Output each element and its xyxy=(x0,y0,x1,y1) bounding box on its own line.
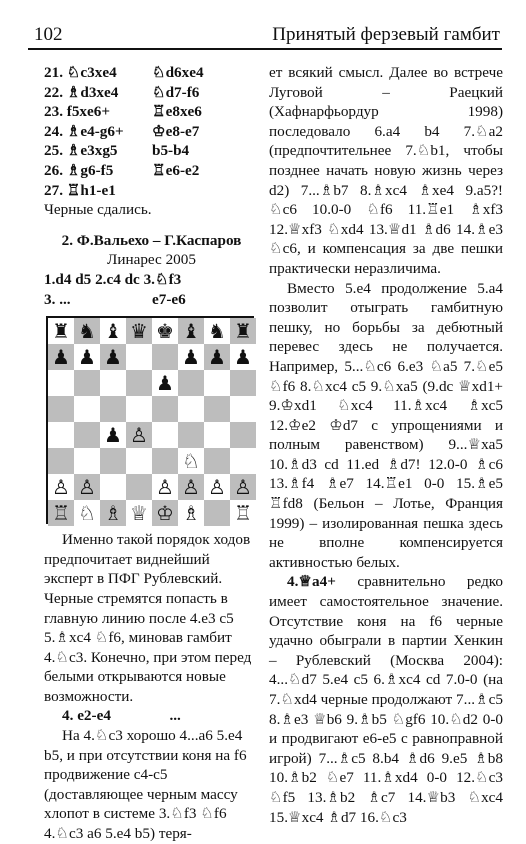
board-square xyxy=(152,422,178,448)
move-row xyxy=(44,141,259,161)
board-square xyxy=(152,448,178,474)
board-square xyxy=(204,396,230,422)
black-move: e7-e6 xyxy=(152,290,186,308)
board-square xyxy=(74,396,100,422)
board-square-piece: ♟ xyxy=(230,344,256,370)
board-square-piece: ♙ xyxy=(178,474,204,500)
white-move: 3. ... xyxy=(44,290,71,308)
board-square xyxy=(204,370,230,396)
board-square-piece: ♔ xyxy=(152,500,178,526)
white-move: 26. ♗g6-f5 xyxy=(44,161,114,179)
black-move: ♘d6xe4 xyxy=(152,64,204,81)
game-opening: 1.d4 d5 2.c4 dc 3.♘f3 xyxy=(44,270,182,288)
move-list xyxy=(44,63,259,200)
board-square xyxy=(204,500,230,526)
board-square xyxy=(152,344,178,370)
white-move: 23. f5xe6+ xyxy=(44,103,111,121)
page-header xyxy=(28,22,502,50)
board-square xyxy=(126,448,152,474)
board-square xyxy=(152,396,178,422)
right-column xyxy=(269,63,503,827)
board-square-piece: ♟ xyxy=(74,344,100,370)
board-square-piece: ♗ xyxy=(100,500,126,526)
black-move xyxy=(152,181,257,201)
move-row-4 xyxy=(44,706,259,726)
right-paragraph-2: Вместо 5.e4 продолжение 5.a4 позволит отыграть гамбитную пешку, но борьбы за дебютный перевес здесь не получается. Например, 5...♘c6 6.e3 ♘a5 7.♘e5 ♘f6 8.♘xc4 c5 9.♘xa5 (9.dc ♕xd1+ 9.♔xd1 ♘xc4 11.♗xc4 ♗xc5 12.♔e2 ♔d7 с упрощениями и полным равенством) 9...♕xa5 10.♗d3 cd 11.ed ♗d7! 12.0-0 ♗c6 13.♗f4 ♗e7 14.♖e1 0-0 15.♗e5 ♖fd8 (Бельон – Лотье, Франция 1999) – изолированная пешка здесь не вполне компенсируется активностью белых. xyxy=(269,279,503,571)
board-square-piece: ♙ xyxy=(204,474,230,500)
white-move: 24. ♗e4-g6+ xyxy=(44,122,124,140)
black-move: b5-b4 xyxy=(152,142,190,160)
board-square-piece: ♟ xyxy=(100,344,126,370)
board-square xyxy=(48,448,74,474)
white-move: 25. ♗e3xg5 xyxy=(44,142,118,160)
board-square-piece: ♟ xyxy=(48,344,74,370)
board-square-piece: ♙ xyxy=(74,474,100,500)
board-square xyxy=(48,422,74,448)
left-paragraph-1: Именно такой порядок ходов предпочитает виднейший эксперт в ПФГ Рублевский. Черные стремятся попасть в главную линию после 4.e3 c5 5.♗xc4 ♘f6, миновав гамбит 4.♘c3. Конечно, при этом перед белыми открываются новые возможности. xyxy=(44,531,252,705)
board-square xyxy=(74,370,100,396)
board-square-piece: ♚ xyxy=(152,318,178,344)
right-paragraph-3 xyxy=(269,572,503,827)
board-square-piece: ♛ xyxy=(126,318,152,344)
board-square-piece: ♟ xyxy=(152,370,178,396)
page-number: 102 xyxy=(34,24,63,45)
move-row xyxy=(44,181,259,201)
game-event: Линарес 2005 xyxy=(107,251,196,269)
black-move: ♖e6-e2 xyxy=(152,161,200,179)
board-square xyxy=(204,422,230,448)
left-column xyxy=(44,63,259,844)
move-row xyxy=(44,63,259,83)
board-square xyxy=(178,396,204,422)
board-square xyxy=(126,474,152,500)
board-square xyxy=(230,396,256,422)
board-square-piece: ♜ xyxy=(230,318,256,344)
white-move: 22. ♗d3xe4 xyxy=(44,83,119,101)
running-title: Принятый ферзевый гамбит xyxy=(272,24,500,45)
board-square-piece: ♗ xyxy=(178,500,204,526)
left-paragraph-2: На 4.♘c3 хорошо 4...a6 5.e4 b5, и при отсутствии коня на f6 продвижение c4-c5 (доставляющее черным массу хлопот в системе 3.♘f3 ♘f6 4.♘c3 a6 5.e4 b5) теря- xyxy=(44,727,247,843)
board-square-piece: ♙ xyxy=(230,474,256,500)
move-row xyxy=(44,83,259,103)
board-square-piece: ♘ xyxy=(178,448,204,474)
board-square-piece: ♝ xyxy=(100,318,126,344)
black-move: ♔e8-e7 xyxy=(152,122,200,140)
board-square-piece: ♞ xyxy=(74,318,100,344)
board-square xyxy=(230,448,256,474)
board-square xyxy=(126,370,152,396)
board-square xyxy=(74,422,100,448)
move-row xyxy=(44,161,259,181)
board-square xyxy=(100,370,126,396)
board-square xyxy=(230,422,256,448)
board-square xyxy=(178,370,204,396)
board-square xyxy=(230,370,256,396)
board-square-piece: ♖ xyxy=(230,500,256,526)
board-square-piece: ♝ xyxy=(178,318,204,344)
black-move: ♘d7-f6 xyxy=(152,83,200,101)
board-square xyxy=(100,396,126,422)
board-square xyxy=(126,344,152,370)
board-square-piece: ♙ xyxy=(48,474,74,500)
board-square xyxy=(48,370,74,396)
board-square-piece: ♕ xyxy=(126,500,152,526)
board-square xyxy=(100,448,126,474)
chess-diagram xyxy=(46,316,254,524)
move-highlight: 4.♕a4+ xyxy=(287,573,336,591)
board-square-piece: ♜ xyxy=(48,318,74,344)
board-square-piece: ♞ xyxy=(204,318,230,344)
board-square xyxy=(74,448,100,474)
black-move: ... xyxy=(169,707,181,725)
chess-board xyxy=(46,316,254,524)
resign-note: Черные сдались. xyxy=(44,201,152,219)
board-square-piece: ♙ xyxy=(126,422,152,448)
board-square xyxy=(178,422,204,448)
right-paragraph-1: ет всякий смысл. Далее во встрече Луговой – Раецкий (Хафнарфьордур 1998) последовало 6.a4 b4 7.♘a2 (предпочтительнее 7.♘b1, чтобы позднее начать новую жизнь через d2) 7...♗b7 8.♗xc4 ♗xe4 9.a5?! ♘c6 10.0-0 ♘f6 11.♖e1 ♗xf3 12.♕xf3 ♘xd4 13.♕d1 ♗d6 14.♗e3 ♘c6, и компенсация за две пешки практически неразличима. xyxy=(269,64,503,277)
board-square-piece: ♟ xyxy=(100,422,126,448)
move-row xyxy=(44,290,259,310)
board-square-piece: ♙ xyxy=(152,474,178,500)
game-title: 2. Ф.Вальехо – Г.Каспаров xyxy=(61,231,242,249)
move-row xyxy=(44,102,259,122)
board-square-piece: ♖ xyxy=(48,500,74,526)
board-square-piece: ♘ xyxy=(74,500,100,526)
board-square xyxy=(48,396,74,422)
right-paragraph-3-text: сравнительно редко имеет самостоятельное значение. Отсутствие коня на f6 черные удачно обыграли в партии Хенкин – Рублевский (Москва 2004): 4...♘d7 5.e4 c5 6.♗xc4 cd 7.0-0 (на 7.♘xd4 черные продолжают 7...♗c5 8.♗e3 ♕b6 9.♗b5 ♘gf6 10.♘d2 0-0 и продвигают e6-e5 с равноправной игрой) 7...♗c5 8.b4 ♗d6 9.e5 ♗b8 10.♗b2 ♘e7 11.♗xd4 0-0 12.♘c3 ♘f5 13.♗b2 ♗c7 14.♕b3 ♘xc4 15.♕xc4 ♗d7 16.♘c3 xyxy=(269,573,503,826)
board-square xyxy=(100,474,126,500)
move-row xyxy=(44,122,259,142)
white-move: 21. ♘c3xe4 xyxy=(44,64,117,81)
black-move: ♖e8xe6 xyxy=(152,103,202,121)
board-square-piece: ♟ xyxy=(178,344,204,370)
board-square xyxy=(126,396,152,422)
board-square xyxy=(204,448,230,474)
white-move: 27. ♖h1-e1 xyxy=(44,181,116,199)
white-move: 4. e2-e4 xyxy=(62,707,111,725)
board-square-piece: ♟ xyxy=(204,344,230,370)
